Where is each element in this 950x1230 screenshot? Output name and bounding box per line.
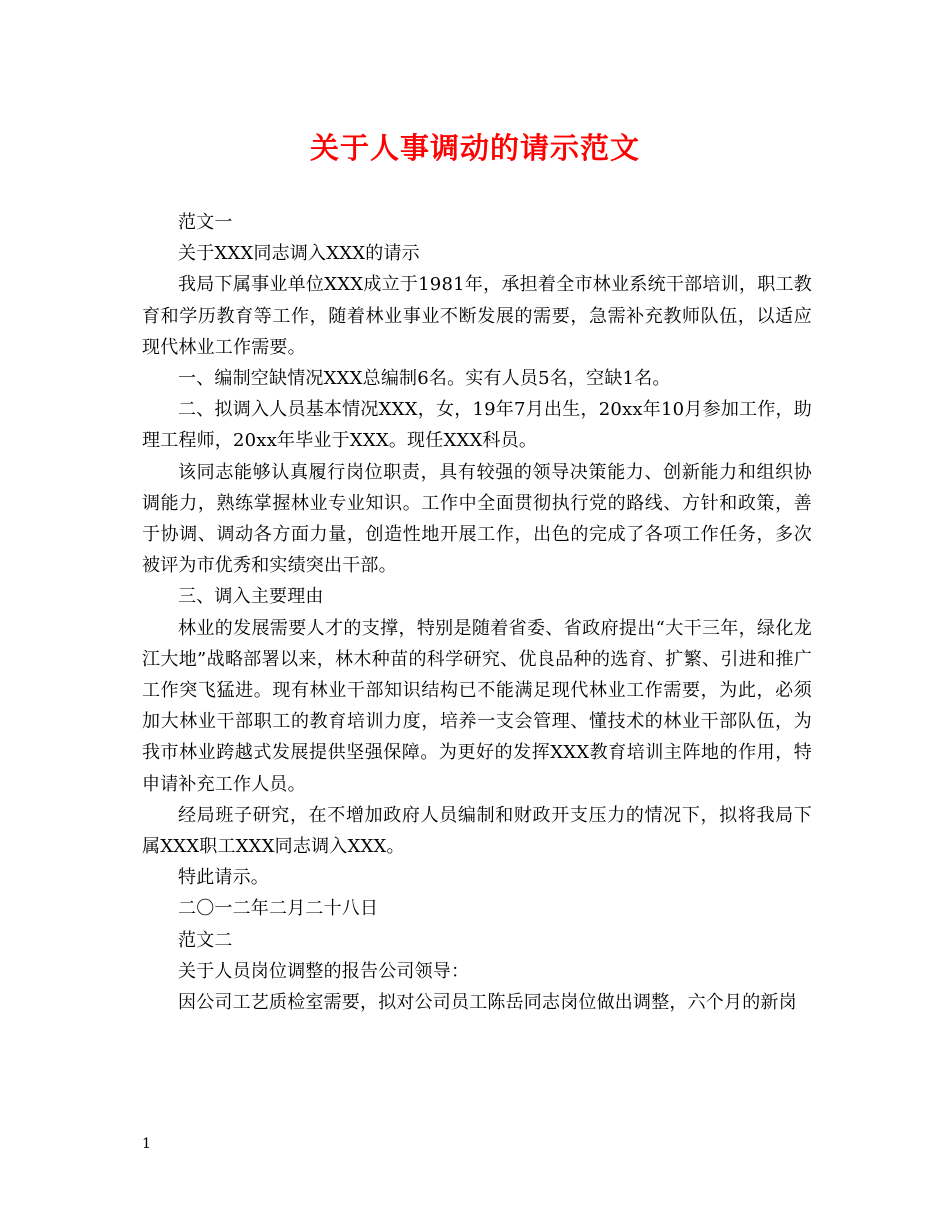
paragraph-date: 二〇一二年二月二十八日 <box>178 898 379 920</box>
paragraph-unit-background: 我局下属事业单位XXX成立于1981年，承担着全市林业系统干部培训，职工教育和学历教育等工作，随着林业事业不断发展的需要，急需补充教师队伍，以适应现代林业工作需要。 <box>142 274 812 358</box>
paragraph-report-body: 因公司工艺质检室需要，拟对公司员工陈岳同志岗位做出调整，六个月的新岗 <box>178 992 797 1014</box>
paragraph-reasons-body: 林业的发展需要人才的支撑，特别是随着省委、省政府提出“大干三年，绿化龙江大地”战略部署以来，林木种苗的科学研究、优良品种的选育、扩繁、引进和推广工作突飞猛进。现有林业干部知识结构已不能满足现代林业工作需要，为此，必须加大林业干部职工的教育培训力度，培养一支会管理、懂技术的林业干部队伍，为我市林业跨越式发展提供坚强保障。为更好的发挥XXX教育培训主阵地的作用，特申请补充工作人员。 <box>142 617 812 795</box>
paragraph-decision: 经局班子研究，在不增加政府人员编制和财政开支压力的情况下，拟将我局下属XXX职工XXX同志调入XXX。 <box>142 804 812 858</box>
document-title: 关于人事调动的请示范文 <box>309 131 640 165</box>
paragraph-candidate-evaluation: 该同志能够认真履行岗位职责，具有较强的领导决策能力、创新能力和组织协调能力，熟练掌握林业专业知识。工作中全面贯彻执行党的路线、方针和政策，善于协调、调动各方面力量，创造性地开展工作，出色的完成了各项工作任务，多次被评为市优秀和实绩突出干部。 <box>142 461 812 577</box>
paragraph-closing: 特此请示。 <box>178 867 269 889</box>
page-number: 1 <box>142 1136 151 1152</box>
paragraph-report-subject: 关于人员岗位调整的报告公司领导： <box>178 960 470 982</box>
paragraph-sample-two-heading: 范文二 <box>178 929 233 951</box>
paragraph-sample-one-heading: 范文一 <box>178 212 233 233</box>
paragraph-staffing-vacancy: 一、编制空缺情况XXX总编制6名。实有人员5名，空缺1名。 <box>178 368 671 390</box>
paragraph-reasons-heading: 三、调入主要理由 <box>178 586 324 608</box>
paragraph-candidate-info: 二、拟调入人员基本情况XXX，女，19年7月出生，20xx年10月参加工作，助理工程师，20xx年毕业于XXX。现任XXX科员。 <box>142 399 812 452</box>
paragraph-request-subject: 关于XXX同志调入XXX的请示 <box>178 243 420 265</box>
document-body <box>142 207 812 1018</box>
